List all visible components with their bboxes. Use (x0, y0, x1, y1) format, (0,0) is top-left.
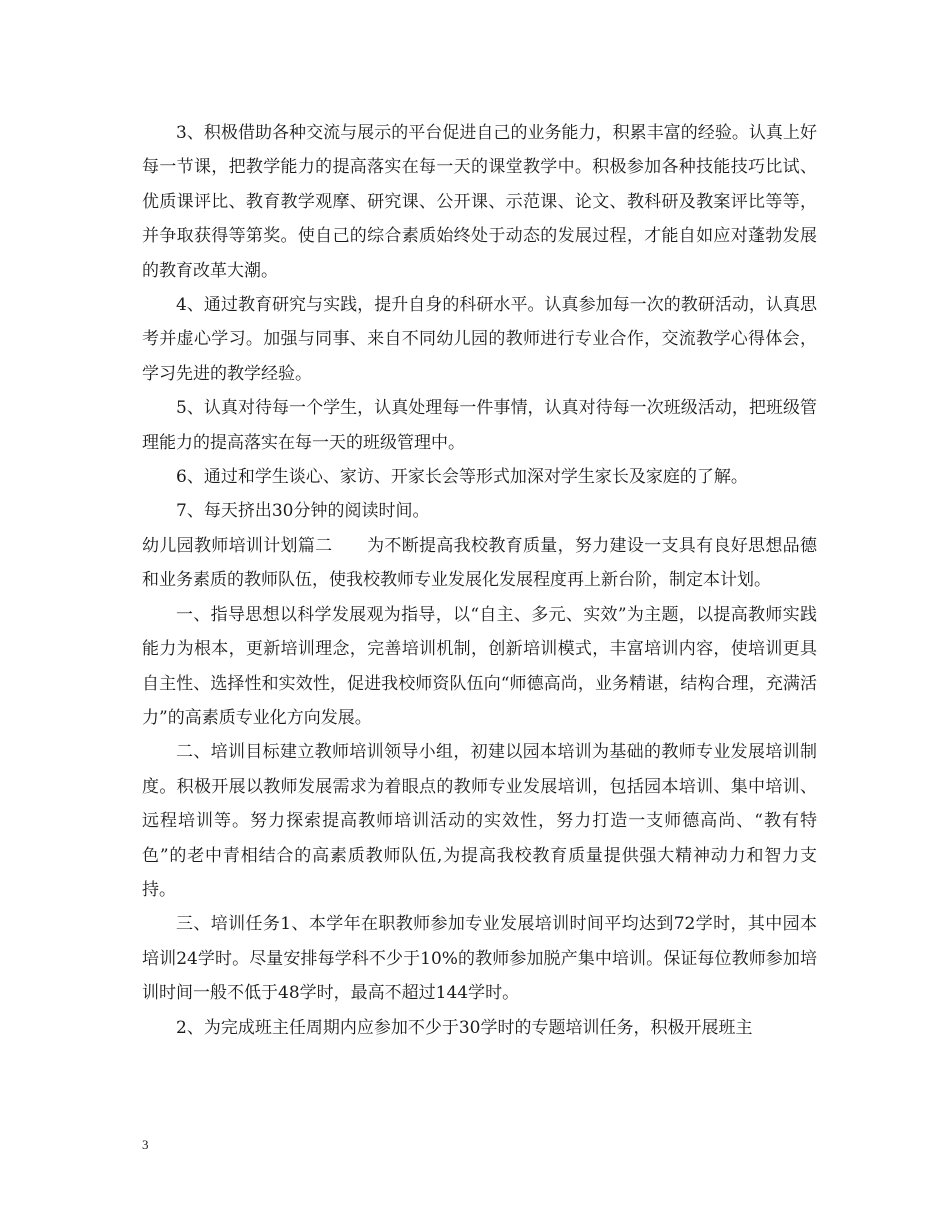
section-title-paragraph: 幼儿园教师培训计划篇二 为不断提高我校教育质量，努力建设一支具有良好思想品德和业务素质的教师队伍，使我校教师专业发展化发展程度再上新台阶，制定本计划。 (142, 535, 817, 591)
paragraph-training-goal: 二、培训目标建立教师培训领导小组，初建以园本培训为基础的教师专业发展培训制度。积极开展以教师发展需求为着眼点的教师专业发展培训，包括园本培训、集中培训、远程培训等。努力探索提高教师培训活动的实效性，努力打造一支师德高尚、“教有特色”的老中青相结合的高素质教师队伍,为提高我校教育质量提供强大精神动力和智力支持。 (142, 742, 817, 900)
paragraph-item-7: 7、每天挤出30分钟的阅读时间。 (176, 501, 430, 522)
page-number: 3 (142, 1137, 149, 1152)
document-body (142, 116, 817, 1045)
paragraph-item-3: 3、积极借助各种交流与展示的平台促进自己的业务能力，积累丰富的经验。认真上好每一节课，把教学能力的提高落实在每一天的课堂教学中。积极参加各种技能技巧比试、优质课评比、教育教学观摩、研究课、公开课、示范课、论文、教科研及教案评比等等，并争取获得等第奖。使自己的综合素质始终处于动态的发展过程，才能自如应对蓬勃发展的教育改革大潮。 (142, 123, 817, 281)
paragraph-guiding-ideology: 一、指导思想以科学发展观为指导，以“自主、多元、实效”为主题，以提高教师实践能力为根本，更新培训理念，完善培训机制，创新培训模式，丰富培训内容，使培训更具自主性、选择性和实效性，促进我校师资队伍向“师德高尚，业务精谌，结构合理，充满活力”的高素质专业化方向发展。 (142, 604, 817, 728)
paragraph-training-task: 三、培训任务1、本学年在职教师参加专业发展培训时间平均达到72学时，其中园本培训24学时。尽量安排每学科不少于10%的教师参加脱产集中培训。保证每位教师参加培训时间一般不低于48学时，最高不超过144学时。 (142, 914, 817, 1004)
paragraph-item-4: 4、通过教育研究与实践，提升自身的科研水平。认真参加每一次的教研活动，认真思考并虚心学习。加强与同事、来自不同幼儿园的教师进行专业合作，交流教学心得体会，学习先进的教学经验。 (142, 295, 817, 384)
paragraph-task-2: 2、为完成班主任周期内应参加不少于30学时的专题培训任务，积极开展班主 (176, 1017, 753, 1038)
paragraph-item-6: 6、通过和学生谈心、家访、开家长会等形式加深对学生家长及家庭的了解。 (176, 467, 748, 488)
paragraph-item-5: 5、认真对待每一个学生，认真处理每一件事情，认真对待每一次班级活动，把班级管理能力的提高落实在每一天的班级管理中。 (142, 398, 817, 453)
